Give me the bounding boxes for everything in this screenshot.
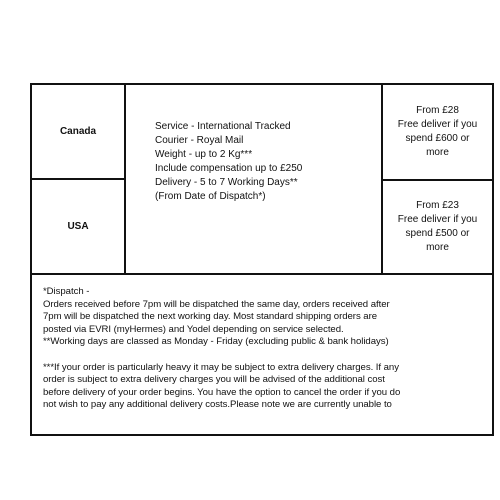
service-line: (From Date of Dispatch*) bbox=[155, 191, 266, 202]
price-line: spend £600 or bbox=[405, 133, 470, 144]
price-line: more bbox=[426, 242, 449, 253]
note-line: Orders received before 7pm will be dispatched the same day, orders received after bbox=[43, 298, 390, 310]
note-line: *Dispatch - bbox=[43, 286, 90, 297]
paragraph-gap bbox=[43, 349, 489, 362]
note-line: **Working days are classed as Monday - Friday (excluding public & bank holidays) bbox=[43, 336, 389, 348]
service-line: Include compensation up to £250 bbox=[155, 163, 303, 174]
country-cell-canada bbox=[30, 83, 126, 180]
country-name: Canada bbox=[59, 126, 97, 137]
note-line: 7pm will be dispatched the next working day. Most standard shipping orders are bbox=[43, 311, 378, 323]
price-cell-canada bbox=[381, 83, 494, 181]
note-line: order is subject to extra delivery charges you will be advised of the additional cost bbox=[43, 374, 385, 386]
service-line: Weight - up to 2 Kg*** bbox=[155, 149, 253, 160]
price-line: more bbox=[426, 147, 449, 158]
service-line: Courier - Royal Mail bbox=[155, 135, 244, 146]
price-line: Free deliver if you bbox=[397, 214, 478, 225]
price-line: Free deliver if you bbox=[397, 119, 478, 130]
country-cell-usa bbox=[30, 178, 126, 275]
price-line: From £23 bbox=[416, 200, 459, 211]
country-name: USA bbox=[67, 221, 89, 232]
service-line: Delivery - 5 to 7 Working Days** bbox=[155, 177, 298, 188]
service-details bbox=[155, 120, 302, 204]
note-line: posted via EVRI (myHermes) and Yodel depending on service selected. bbox=[43, 323, 344, 335]
service-line: Service - International Tracked bbox=[155, 121, 291, 132]
note-line: ***If your order is particularly heavy it may be subject to extra delivery charges. If any bbox=[43, 361, 399, 373]
note-line: not wish to pay any additional delivery costs.Please note we are currently unable to bbox=[43, 399, 392, 411]
terms-notes bbox=[43, 286, 489, 412]
price-cell-usa bbox=[381, 179, 494, 275]
note-line: before delivery of your order begins. You have the option to cancel the order if you do bbox=[43, 386, 401, 398]
price-line: From £28 bbox=[416, 105, 459, 116]
price-line: spend £500 or bbox=[405, 228, 470, 239]
